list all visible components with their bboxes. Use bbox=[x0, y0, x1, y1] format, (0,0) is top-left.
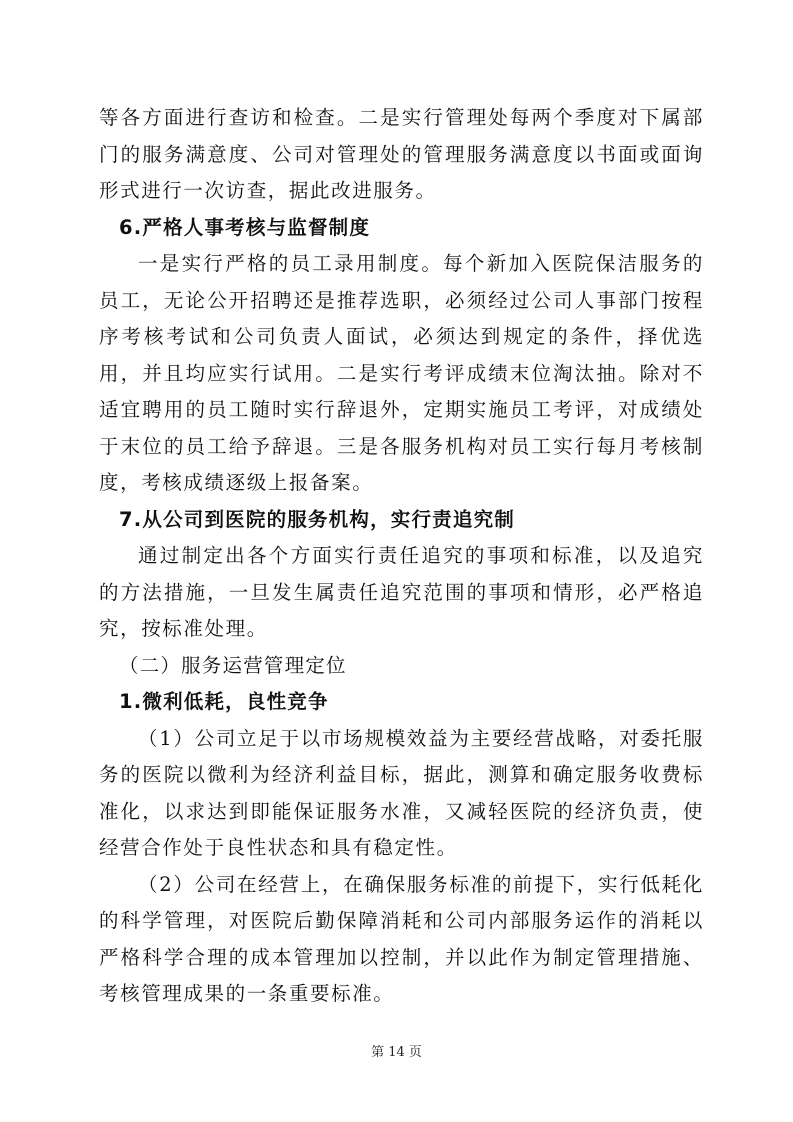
body-paragraph: 等各方面进行查访和检查。二是实行管理处每两个季度对下属部门的服务满意度、公司对管理处的管理服务满意度以书面或面询形式进行一次访查，据此改进服务。 bbox=[99, 106, 704, 202]
section-heading: 1.微利低耗，良性竞争 bbox=[119, 690, 329, 713]
section-heading: 7.从公司到医院的服务机构，实行责追究制 bbox=[119, 507, 515, 531]
chapter-subheading: （二）服务运营管理定位 bbox=[119, 653, 347, 677]
body-paragraph: （2）公司在经营上，在确保服务标准的前提下，实行低耗化的科学管理，对医院后勤保障消耗和公司内部服务运作的消耗以严格科学合理的成本管理加以控制，并以此作为制定管理措施、考核管理成果的一条重要标准。 bbox=[99, 872, 704, 1005]
section-heading: 6.严格人事考核与监督制度 bbox=[119, 215, 371, 239]
body-paragraph: （1）公司立足于以市场规模效益为主要经营战略，对委托服务的医院以微利为经济利益目标，据此，测算和确定服务收费标准化，以求达到即能保证服务水准，又减轻医院的经济负责，使经营合作处于良性状态和具有稳定性。 bbox=[99, 726, 704, 859]
body-paragraph: 通过制定出各个方面实行责任追究的事项和标准，以及追究的方法措施，一旦发生属责任追究范围的事项和情形，必严格追究，按标准处理。 bbox=[99, 544, 704, 640]
page-number: 第 14 页 bbox=[371, 1045, 422, 1060]
document-body bbox=[99, 100, 704, 1013]
body-paragraph: 一是实行严格的员工录用制度。每个新加入医院保洁服务的员工，无论公开招聘还是推荐选职，必须经过公司人事部门按程序考核考试和公司负责人面试，必须达到规定的条件，择优选用，并且均应实行试用。二是实行考评成绩末位淘汰抽。除对不适宜聘用的员工随时实行辞退外，定期实施员工考评，对成绩处于末位的员工给予辞退。三是各服务机构对员工实行每月考核制度，考核成绩逐级上报备案。 bbox=[99, 252, 704, 494]
